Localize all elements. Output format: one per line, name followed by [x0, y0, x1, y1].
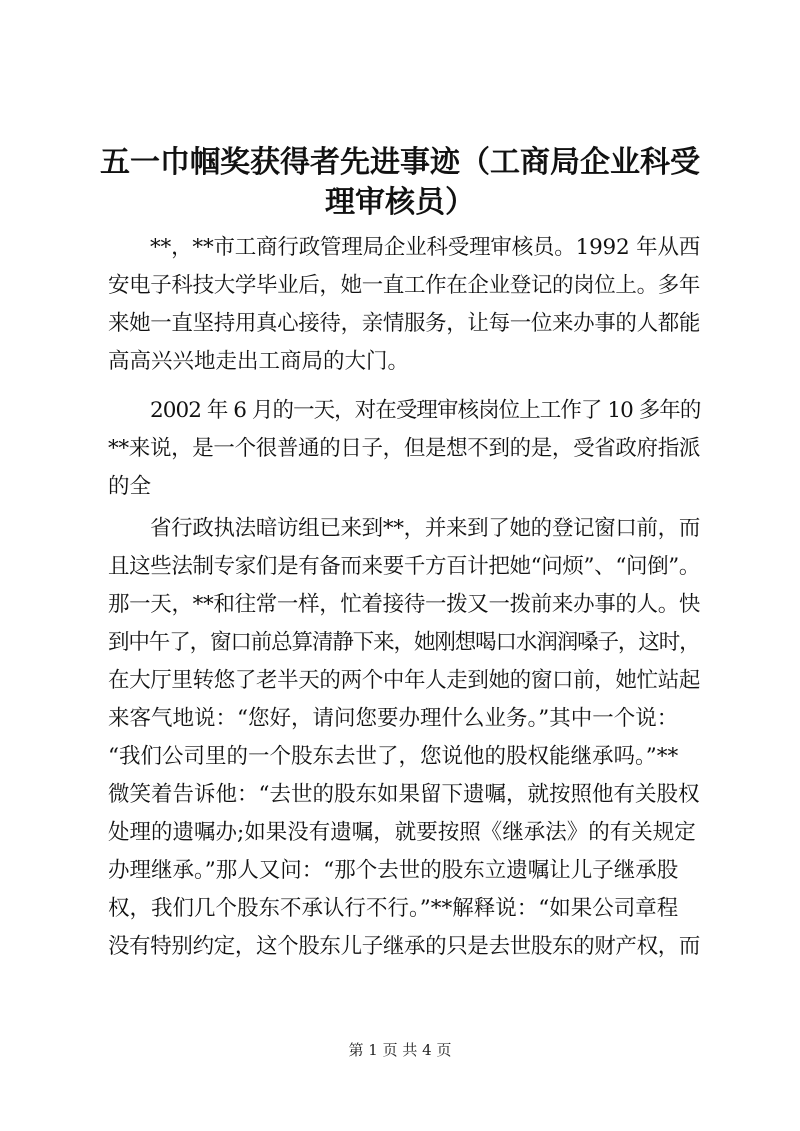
body-line: 来客气地说：“您好，请问您要办理什么业务。”其中一个说：	[108, 706, 679, 731]
body-line: 微笑着告诉他：“去世的股东如果留下遗嘱，就按照他有关股权	[108, 782, 700, 807]
body-line: 没有特别约定，这个股东儿子继承的只是去世股东的财产权，而	[108, 934, 701, 959]
body-line: 且这些法制专家们是有备而来要千方百计把她“问烦”、“问倒”。	[108, 554, 700, 579]
body-line: 高高兴兴地走出工商局的大门。	[108, 349, 410, 374]
body-line: **来说，是一个很普通的日子，但是想不到的是，受省政府指派	[108, 436, 701, 461]
body-line: **，**市工商行政管理局企业科受理审核员。1992 年从西	[150, 235, 701, 260]
body-line: 的全	[108, 474, 152, 499]
document-title-line-1: 五一巾帼奖获得者先进事迹（工商局企业科受	[100, 145, 700, 180]
document-title-line-2: 理审核员）	[325, 185, 475, 220]
body-line: “我们公司里的一个股东去世了，您说他的股权能继承吗。”**	[108, 744, 679, 769]
body-line: 在大厅里转悠了老半天的两个中年人走到她的窗口前，她忙站起	[108, 668, 701, 693]
body-line: 处理的遗嘱办;如果没有遗嘱，就要按照《继承法》的有关规定	[108, 820, 696, 845]
body-line: 那一天，**和往常一样，忙着接待一拨又一拨前来办事的人。快	[108, 592, 701, 617]
body-line: 安电子科技大学毕业后，她一直工作在企业登记的岗位上。多年	[108, 273, 701, 298]
body-line: 来她一直坚持用真心接待，亲情服务，让每一位来办事的人都能	[108, 311, 701, 336]
page-number-footer: 第 1 页 共 4 页	[348, 1041, 452, 1059]
body-line: 权，我们几个股东不承认行不行。”**解释说：“如果公司章程	[108, 896, 679, 921]
body-line: 到中午了，窗口前总算清静下来，她刚想喝口水润润嗓子，这时，	[108, 630, 700, 655]
body-line: 2002 年 6 月的一天，对在受理审核岗位上工作了 10 多年的	[150, 398, 701, 423]
body-line: 省行政执法暗访组已来到**，并来到了她的登记窗口前，而	[150, 516, 701, 541]
body-line: 办理继承。”那人又问：“那个去世的股东立遗嘱让儿子继承股	[108, 858, 679, 883]
